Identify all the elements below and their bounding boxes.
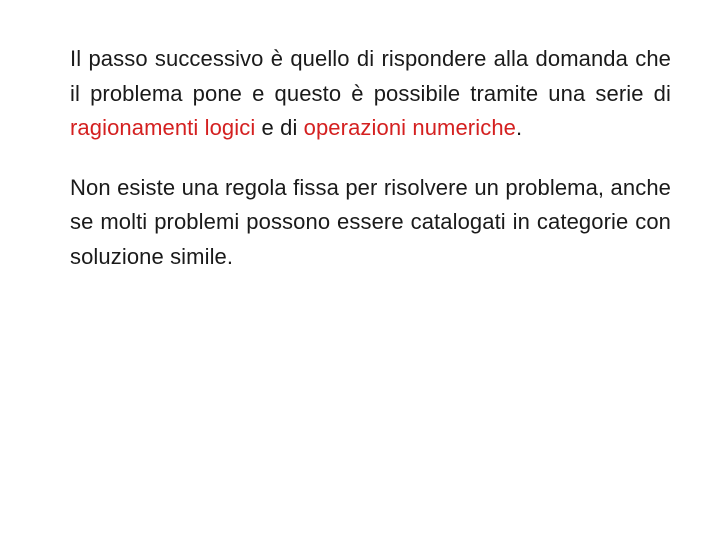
paragraph-1-text-start: Il passo successivo è quello di rispondere alla domanda che il problema pone e questo è possibile tramite una serie di [70,46,671,106]
paragraph-no-fixed-rule: Non esiste una regola fissa per risolvere un problema, anche se molti problemi possono essere catalogati in categorie con soluzione simile. [70,174,671,269]
paragraph-answer-steps [70,42,671,146]
highlight-numeric-operations: operazioni numeriche [303,115,516,140]
paragraph-1-text-end: . [515,115,523,140]
paragraph-1-text-middle: e di [255,115,304,140]
text-body [70,42,671,274]
highlight-logical-reasoning: ragionamenti logici [70,115,256,140]
